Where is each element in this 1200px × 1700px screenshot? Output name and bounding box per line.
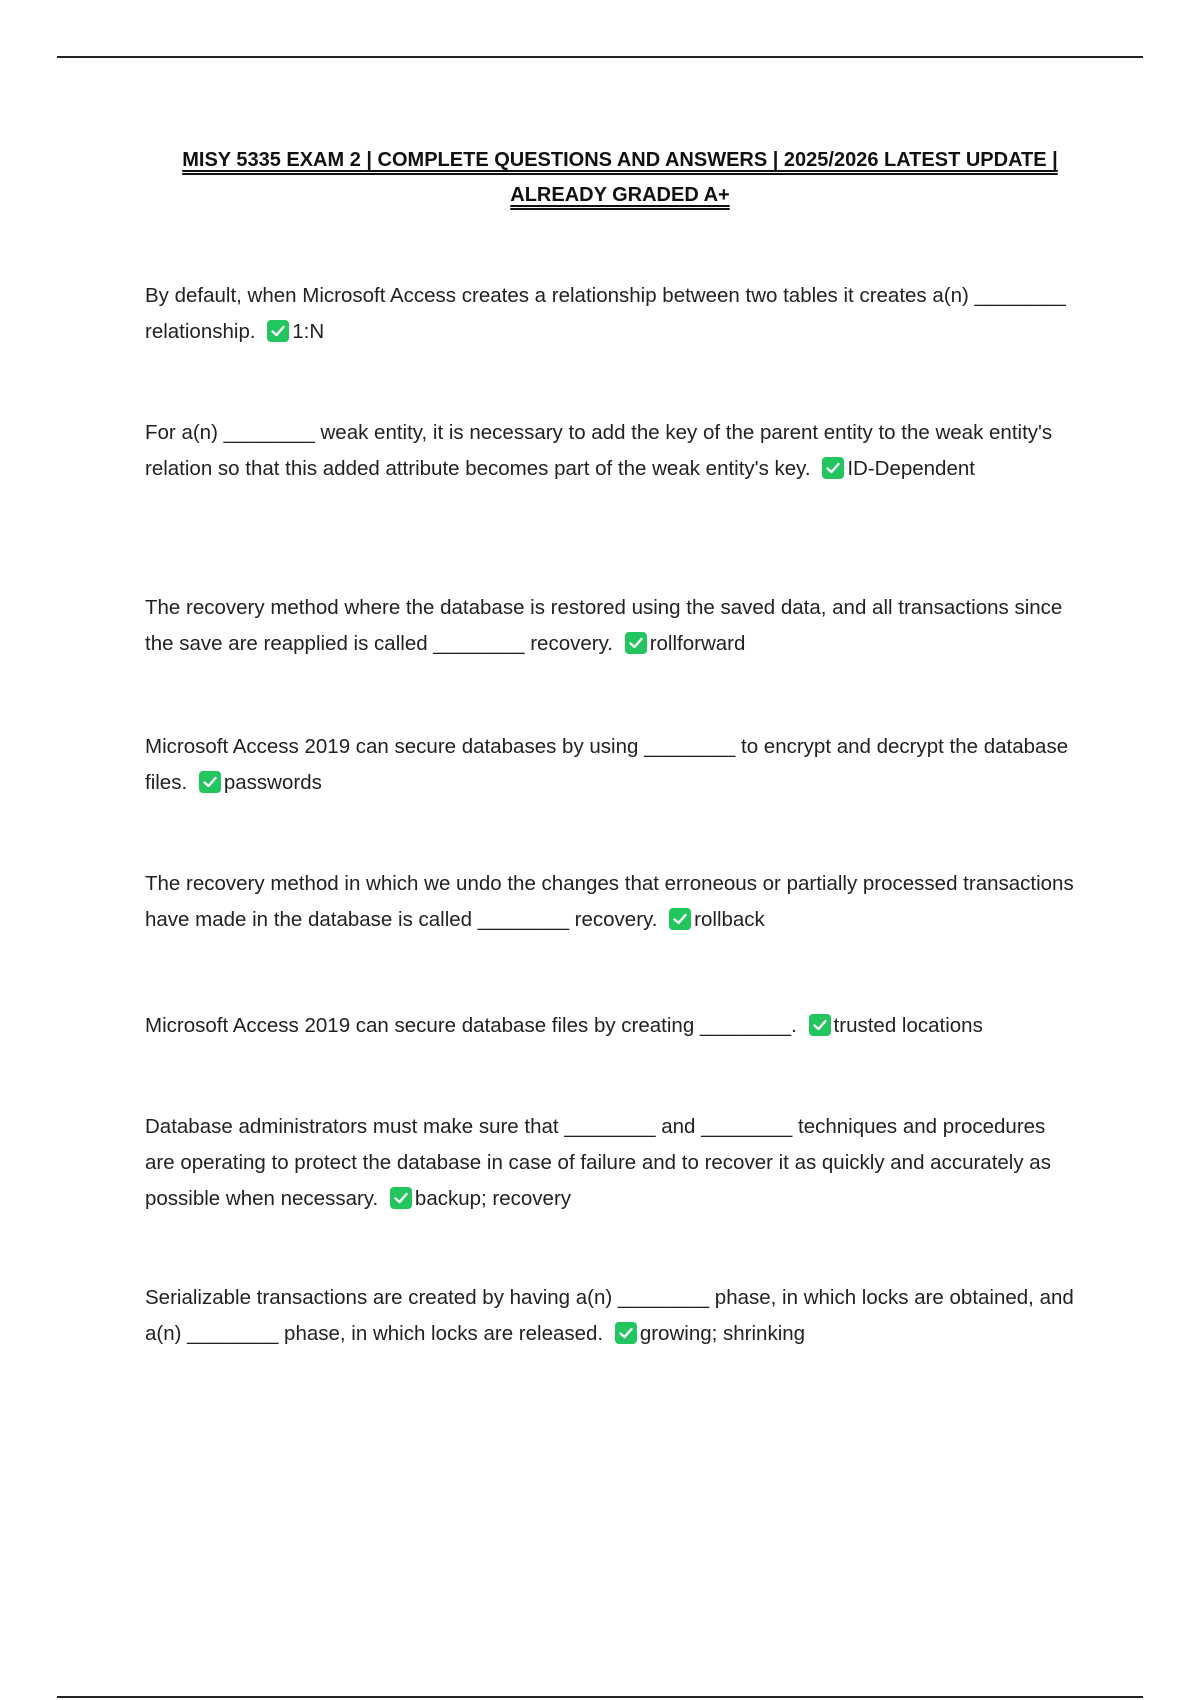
qa-item-7 [145, 1109, 1075, 1217]
top-rule [57, 56, 1143, 58]
document-title [130, 143, 1110, 213]
question-text: The recovery method where the database is restored using the saved data, and all transactions since the save are reapplied is called ________ recovery. [145, 596, 1063, 655]
answer-text: backup; recovery [414, 1187, 572, 1210]
question-text: The recovery method in which we undo the changes that erroneous or partially processed transactions have made in the database is called ________ recovery. [145, 872, 1074, 931]
answer-text: 1:N [292, 320, 325, 343]
title-line-1: MISY 5335 EXAM 2 | COMPLETE QUESTIONS AND ANSWERS | 2025/2026 LATEST UPDATE | [182, 149, 1058, 171]
question-text: Microsoft Access 2019 can secure database files by creating ________. [145, 1014, 797, 1037]
check-mark-icon [199, 771, 221, 793]
qa-item-3 [145, 590, 1075, 662]
qa-item-4 [145, 729, 1075, 801]
answer-text: rollback [694, 908, 765, 931]
answer-text: rollforward [649, 632, 746, 655]
check-mark-icon [390, 1187, 412, 1209]
qa-item-6 [145, 1008, 1075, 1044]
check-mark-icon [822, 457, 844, 479]
qa-item-1 [145, 278, 1075, 350]
check-mark-icon [669, 908, 691, 930]
question-text: Microsoft Access 2019 can secure databases by using ________ to encrypt and decrypt the database files. [145, 735, 1069, 794]
question-text: By default, when Microsoft Access creates a relationship between two tables it creates a(n) ________ relationship. [145, 284, 1066, 343]
answer-text: ID-Dependent [847, 457, 975, 480]
check-mark-icon [809, 1014, 831, 1036]
answer-text: trusted locations [833, 1014, 983, 1037]
question-text: Database administrators must make sure that ________ and ________ techniques and procedures are operating to protect the database in case of failure and to recover it as quickly and accurately as possible when necessary. [145, 1115, 1051, 1210]
qa-item-8 [145, 1280, 1075, 1352]
title-line-2: ALREADY GRADED A+ [510, 184, 730, 206]
answer-text: passwords [223, 771, 322, 794]
bottom-rule [57, 1696, 1143, 1698]
question-text: Serializable transactions are created by having a(n) ________ phase, in which locks are obtained, and a(n) ________ phase, in which locks are released. [145, 1286, 1074, 1345]
check-mark-icon [615, 1322, 637, 1344]
qa-item-5 [145, 866, 1075, 938]
qa-item-2 [145, 415, 1075, 487]
question-text: For a(n) ________ weak entity, it is necessary to add the key of the parent entity to the weak entity's relation so that this added attribute becomes part of the weak entity's key. [145, 421, 1053, 480]
check-mark-icon [267, 320, 289, 342]
check-mark-icon [625, 632, 647, 654]
answer-text: growing; shrinking [639, 1322, 806, 1345]
